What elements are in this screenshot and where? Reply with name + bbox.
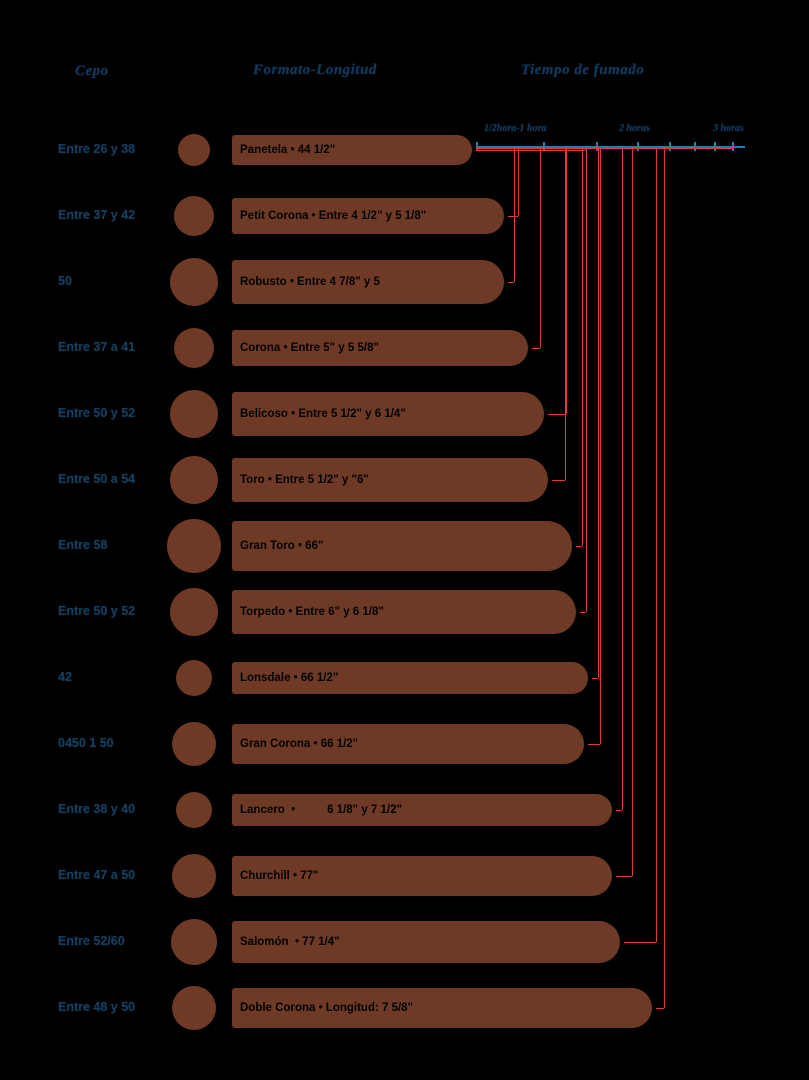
gauge-label: Entre 47 a 50: [58, 868, 136, 882]
cigar-shape: [232, 260, 504, 304]
cigar-shape: [232, 724, 584, 764]
ring-gauge-circle: [170, 258, 218, 306]
column-header-format: Formato-Longitud: [253, 62, 377, 78]
connector-horizontal: [576, 546, 582, 547]
connector-horizontal: [552, 480, 565, 481]
ring-gauge-circle: [174, 328, 214, 368]
gauge-label: 42: [58, 670, 72, 684]
column-header-gauge: Cepo: [75, 63, 109, 79]
ring-gauge-circle: [176, 792, 212, 828]
gauge-label: Entre 58: [58, 538, 108, 552]
ring-gauge-circle: [170, 456, 218, 504]
column-header-time: Tiempo de fumado: [521, 62, 645, 78]
cigar-label: Lonsdale • 66 1/2": [240, 672, 339, 684]
axis-label: 2 horas: [619, 123, 650, 134]
gauge-label: Entre 50 y 52: [58, 406, 136, 420]
connector-horizontal: [656, 1008, 664, 1009]
connector-vertical: [565, 148, 566, 480]
cigar-label: Toro • Entre 5 1/2" y "6": [240, 474, 369, 486]
cigar-label: Churchill • 77": [240, 870, 319, 882]
gauge-label: 50: [58, 274, 72, 288]
ring-gauge-circle: [172, 854, 216, 898]
cigar-shape: [232, 662, 588, 694]
connector-horizontal: [580, 612, 586, 613]
cigar-shape: [232, 458, 548, 502]
cigar-shape: [232, 330, 528, 366]
cigar-shape: [232, 590, 576, 634]
connector-horizontal: [588, 744, 600, 745]
connector-vertical: [664, 148, 665, 1008]
cigar-shape: [232, 135, 472, 165]
cigar-label: Panetela • 44 1/2": [240, 144, 336, 156]
connector-vertical: [540, 148, 541, 348]
cigar-shape: [232, 794, 612, 826]
gauge-label: Entre 37 a 41: [58, 340, 136, 354]
cigar-label: Robusto • Entre 4 7/8" y 5: [240, 276, 380, 288]
connector-vertical: [514, 148, 515, 282]
gauge-label: Entre 48 y 50: [58, 1000, 136, 1014]
connector-vertical: [582, 148, 583, 546]
cigar-label: Petit Corona • Entre 4 1/2" y 5 1/8": [240, 210, 427, 222]
cigar-shape: [232, 856, 612, 896]
connector-vertical: [656, 148, 657, 942]
gauge-label: 0450 1 50: [58, 736, 114, 750]
ring-gauge-circle: [171, 919, 217, 965]
connector-horizontal: [476, 150, 585, 151]
ring-gauge-circle: [172, 722, 216, 766]
connector-horizontal: [616, 876, 632, 877]
gauge-label: Entre 50 y 52: [58, 604, 136, 618]
axis-label: 3 horas: [713, 123, 744, 134]
axis-label: 1/2hora-1 hora: [484, 123, 547, 134]
gauge-label: Entre 50 a 54: [58, 472, 136, 486]
cigar-label: Salomón • 77 1/4": [240, 936, 340, 948]
connector-vertical: [518, 148, 519, 216]
gauge-label: Entre 37 y 42: [58, 208, 136, 222]
connector-vertical: [476, 146, 477, 149]
cigar-shape: [232, 198, 504, 234]
ring-gauge-circle: [170, 588, 218, 636]
connector-horizontal: [508, 216, 518, 217]
ring-gauge-circle: [167, 519, 221, 573]
cigar-shape: [232, 392, 544, 436]
cigar-label: Gran Corona • 66 1/2": [240, 738, 359, 750]
ring-gauge-circle: [178, 134, 210, 166]
gauge-label: Entre 52/60: [58, 934, 125, 948]
ring-gauge-circle: [174, 196, 214, 236]
cigar-label: Lancero • 6 1/8" y 7 1/2": [240, 804, 402, 816]
cigar-label: Corona • Entre 5" y 5 5/8": [240, 342, 379, 354]
connector-horizontal: [624, 942, 656, 943]
cigar-label: Doble Corona • Longitud: 7 5/8": [240, 1002, 414, 1014]
gauge-label: Entre 38 y 40: [58, 802, 136, 816]
cigar-shape: [232, 921, 620, 963]
connector-horizontal: [664, 148, 732, 149]
connector-horizontal: [508, 282, 514, 283]
connector-vertical: [600, 148, 601, 744]
cigar-label: Gran Toro • 66": [240, 540, 324, 552]
ring-gauge-circle: [172, 986, 216, 1030]
connector-horizontal: [532, 348, 540, 349]
connector-vertical: [586, 148, 587, 612]
connector-vertical: [732, 146, 733, 149]
connector-horizontal: [616, 810, 622, 811]
cigar-label: Torpedo • Entre 6" y 6 1/8": [240, 606, 384, 618]
connector-horizontal: [592, 678, 598, 679]
cigar-shape: [232, 521, 572, 571]
ring-gauge-circle: [170, 390, 218, 438]
connector-horizontal: [548, 414, 566, 415]
connector-vertical: [622, 148, 623, 810]
connector-horizontal: [476, 148, 586, 149]
cigar-shape: [232, 988, 652, 1028]
ring-gauge-circle: [176, 660, 212, 696]
connector-vertical: [632, 148, 633, 876]
cigar-label: Belicoso • Entre 5 1/2" y 6 1/4": [240, 408, 406, 420]
gauge-label: Entre 26 y 38: [58, 142, 136, 156]
